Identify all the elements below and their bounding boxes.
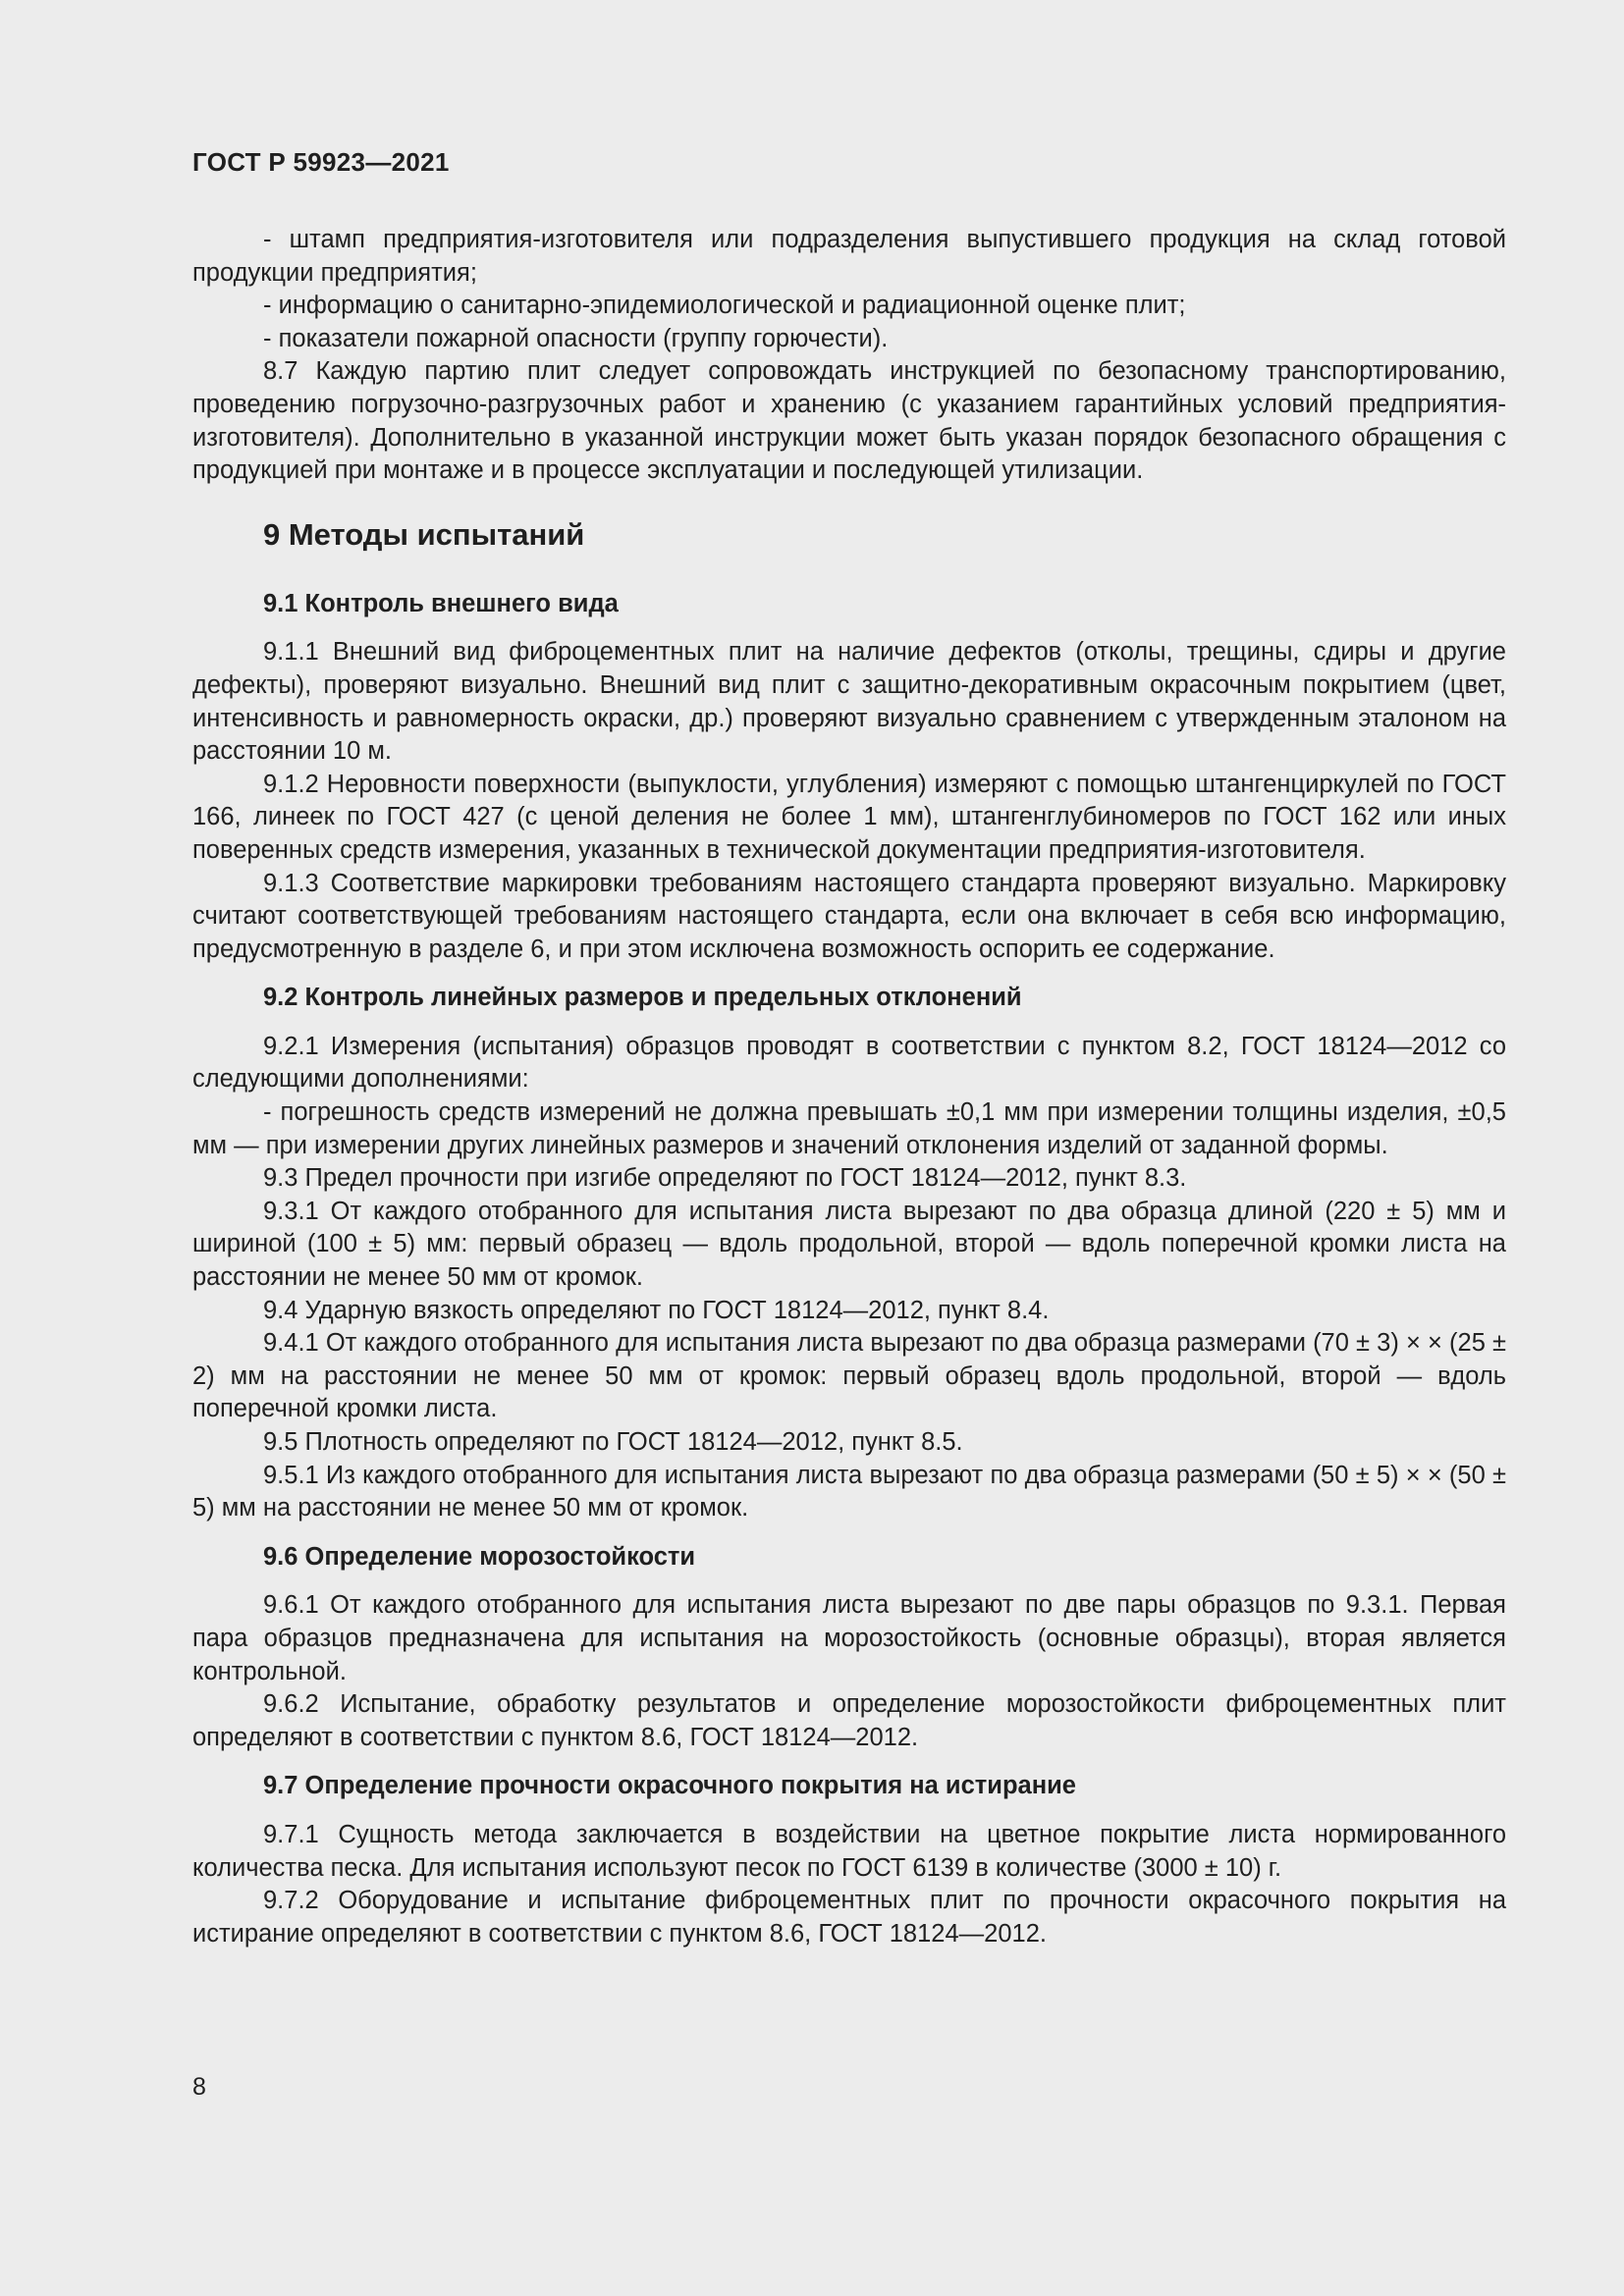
intro-item-sanitary-info: - информацию о санитарно-эпидемиологической и радиационной оценке плит; (263, 292, 1186, 320)
clause-9-4: 9.4 Ударную вязкость определяют по ГОСТ 18124—2012, пункт 8.4. (263, 1296, 1050, 1324)
section-9-1-title: 9.1 Контроль внешнего вида (263, 589, 619, 617)
document-code-header: ГОСТ Р 59923—2021 (192, 147, 450, 177)
clause-9-7-1: 9.7.1 Сущность метода заключается в воздействии на цветное покрытие листа нормированного количества песка. Для испытания используют песок по ГОСТ 6139 в количестве (3000 ± 10) г. (192, 1820, 1506, 1882)
clause-9-1-1: 9.1.1 Внешний вид фиброцементных плит на наличие дефектов (отколы, трещины, сдиры и другие дефекты), проверяют визуально. Внешний вид плит с защитно-декоративным окрасочным покрытием (цвет, интенсивность и равномерность окраски, др.) проверяют визуально сравнением с утвержденным эталоном на расстоянии 10 м. (192, 638, 1506, 766)
clause-9-2-1: 9.2.1 Измерения (испытания) образцов проводят в соответствии с пунктом 8.2, ГОСТ 18124—2012 со следующими дополнениями: (192, 1032, 1506, 1094)
clause-9-2-1-item: - погрешность средств измерений не должна превышать ±0,1 мм при измерении толщины изделия, ±0,5 мм — при измерении других линейных размеров и значений отклонения изделий от заданной формы. (192, 1098, 1506, 1159)
document-body (192, 224, 1506, 1950)
clause-9-6-2: 9.6.2 Испытание, обработку результатов и определение морозостойкости фиброцементных плит определяют в соответствии с пунктом 8.6, ГОСТ 18124—2012. (192, 1690, 1506, 1751)
clause-9-1-3: 9.1.3 Соответствие маркировки требованиям настоящего стандарта проверяют визуально. Маркировку считают соответствующей требованиям настоящего стандарта, если она включает в себя всю информацию, предусмотренную в разделе 6, и при этом исключена возможность оспорить ее содержание. (192, 869, 1506, 963)
intro-item-fire-hazard: - показатели пожарной опасности (группу горючести). (263, 324, 889, 352)
section-9-6-title: 9.6 Определение морозостойкости (263, 1542, 696, 1571)
clause-9-1-2: 9.1.2 Неровности поверхности (выпуклости, углубления) измеряют с помощью штангенциркулей по ГОСТ 166, линеек по ГОСТ 427 (с ценой деления не более 1 мм), штангенглубиномеров по ГОСТ 162 или иных поверенных средств измерения, указанных в технической документации предприятия-изготовителя. (192, 770, 1506, 864)
clause-8-7: 8.7 Каждую партию плит следует сопровождать инструкцией по безопасному транспортированию, проведению погрузочно-разгрузочных работ и хранению (с указанием гарантийных условий предприятия-изготовителя). Дополнительно в указанной инструкции может быть указан порядок безопасного обращения с продукцией при монтаже и в процессе эксплуатации и последующей утилизации. (192, 357, 1506, 485)
clause-9-7-2: 9.7.2 Оборудование и испытание фиброцементных плит по прочности окрасочного покрытия на истирание определяют в соответствии с пунктом 8.6, ГОСТ 18124—2012. (192, 1887, 1506, 1948)
clause-9-4-1: 9.4.1 От каждого отобранного для испытания листа вырезают по два образца размерами (70 ± 3) × × (25 ± 2) мм на расстоянии не менее 50 мм от кромок: первый образец вдоль продольной, второй — вдоль поперечной кромки листа. (192, 1329, 1506, 1423)
section-9-2-title: 9.2 Контроль линейных размеров и предельных отклонений (263, 984, 1022, 1012)
clause-9-6-1: 9.6.1 От каждого отобранного для испытания листа вырезают по две пары образцов по 9.3.1. Первая пара образцов предназначена для испытания на морозостойкость (основные образцы), вторая является контрольной. (192, 1591, 1506, 1685)
intro-item-stamp: - штамп предприятия-изготовителя или подразделения выпустившего продукция на склад готовой продукции предприятия; (192, 226, 1506, 287)
page-number: 8 (192, 2073, 206, 2101)
clause-9-3: 9.3 Предел прочности при изгибе определяют по ГОСТ 18124—2012, пункт 8.3. (263, 1164, 1187, 1193)
clause-9-3-1: 9.3.1 От каждого отобранного для испытания листа вырезают по два образца длиной (220 ± 5) мм и шириной (100 ± 5) мм: первый образец — вдоль продольной, второй — вдоль поперечной кромки листа на расстоянии не менее 50 мм от кромок. (192, 1197, 1506, 1292)
section-9-7-title: 9.7 Определение прочности окрасочного покрытия на истирание (263, 1772, 1076, 1800)
clause-9-5: 9.5 Плотность определяют по ГОСТ 18124—2012, пункт 8.5. (263, 1428, 963, 1456)
section-9-title: 9 Методы испытаний (263, 516, 585, 552)
clause-9-5-1: 9.5.1 Из каждого отобранного для испытания листа вырезают по два образца размерами (50 ± 5) × × (50 ± 5) мм на расстоянии не менее 50 мм от кромок. (192, 1461, 1506, 1522)
